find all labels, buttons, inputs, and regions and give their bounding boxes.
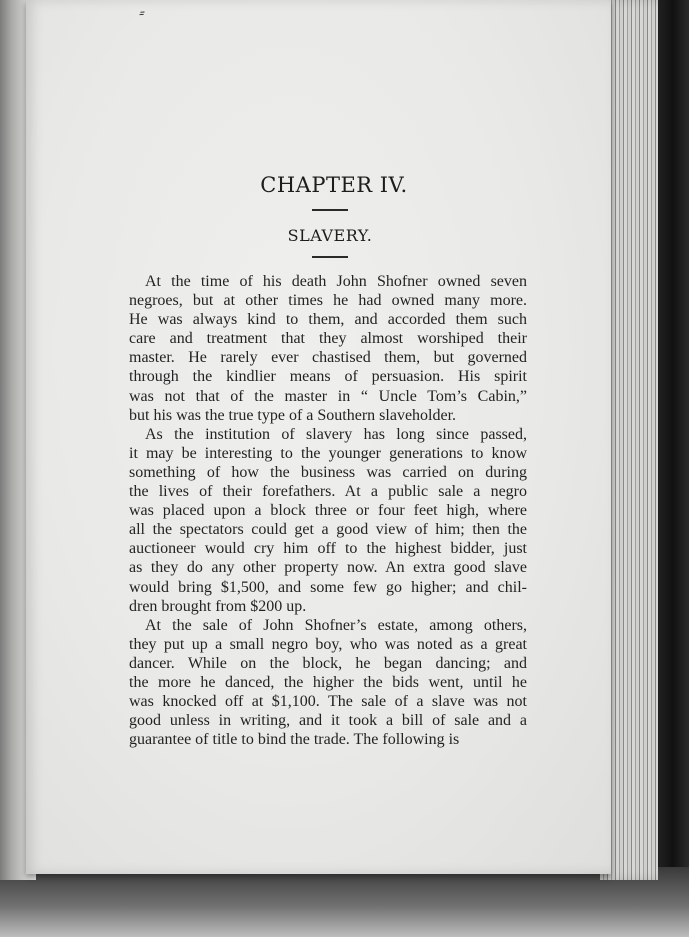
text-line: the lives of their forefathers. At a public sale a negro <box>129 483 527 501</box>
text-line: auctioneer would cry him off to the highest bidder, just <box>129 540 527 558</box>
body-text <box>129 272 527 749</box>
text-line: but his was the true type of a Southern slaveholder. <box>129 406 457 424</box>
text-line: through the kindlier means of persuasion. His spirit <box>129 368 527 386</box>
text-line: all the spectators could get a good view of him; then the <box>129 521 527 539</box>
text-line: was placed upon a block three or four feet high, where <box>129 502 527 520</box>
section-rule <box>312 256 348 258</box>
text-line: was knocked off at $1,100. The sale of a slave was not <box>129 693 527 711</box>
book-cover-bottom <box>0 867 689 937</box>
text-line: as they do any other property now. An extra good slave <box>129 559 527 577</box>
text-line: they put up a small negro boy, who was noted as a great <box>129 635 527 653</box>
text-line: it may be interesting to the younger generations to know <box>129 444 527 462</box>
text-line: dancer. While on the block, he began dancing; and <box>129 654 527 672</box>
text-line: the more he danced, the higher the bids went, until he <box>129 673 527 691</box>
text-line: He was always kind to them, and accorded them such <box>129 311 527 329</box>
text-line: dren brought from $200 up. <box>129 597 307 615</box>
text-line: At the time of his death John Shofner owned seven <box>145 273 527 290</box>
text-line: At the sale of John Shofner’s estate, among others, <box>145 616 527 634</box>
title-rule <box>312 209 348 211</box>
text-line: was not that of the master in “ Uncle Tom’s Cabin,” <box>129 387 527 405</box>
text-line: care and treatment that they almost worshiped their <box>129 330 527 348</box>
text-line: something of how the business was carried on during <box>129 463 527 481</box>
pencil-mark: ⸗ <box>137 4 148 22</box>
text-line: good unless in writing, and it took a bill of sale and a <box>129 712 527 730</box>
section-title: SLAVERY. <box>287 226 373 245</box>
chapter-title: CHAPTER IV. <box>260 173 408 197</box>
text-line: would bring $1,500, and some few go higher; and chil- <box>129 578 527 596</box>
text-line: negroes, but at other times he had owned many more. <box>129 292 527 310</box>
text-line: master. He rarely ever chastised them, but governed <box>129 349 527 367</box>
text-line: As the institution of slavery has long since passed, <box>145 425 527 443</box>
text-line: guarantee of title to bind the trade. The following is <box>129 731 460 749</box>
